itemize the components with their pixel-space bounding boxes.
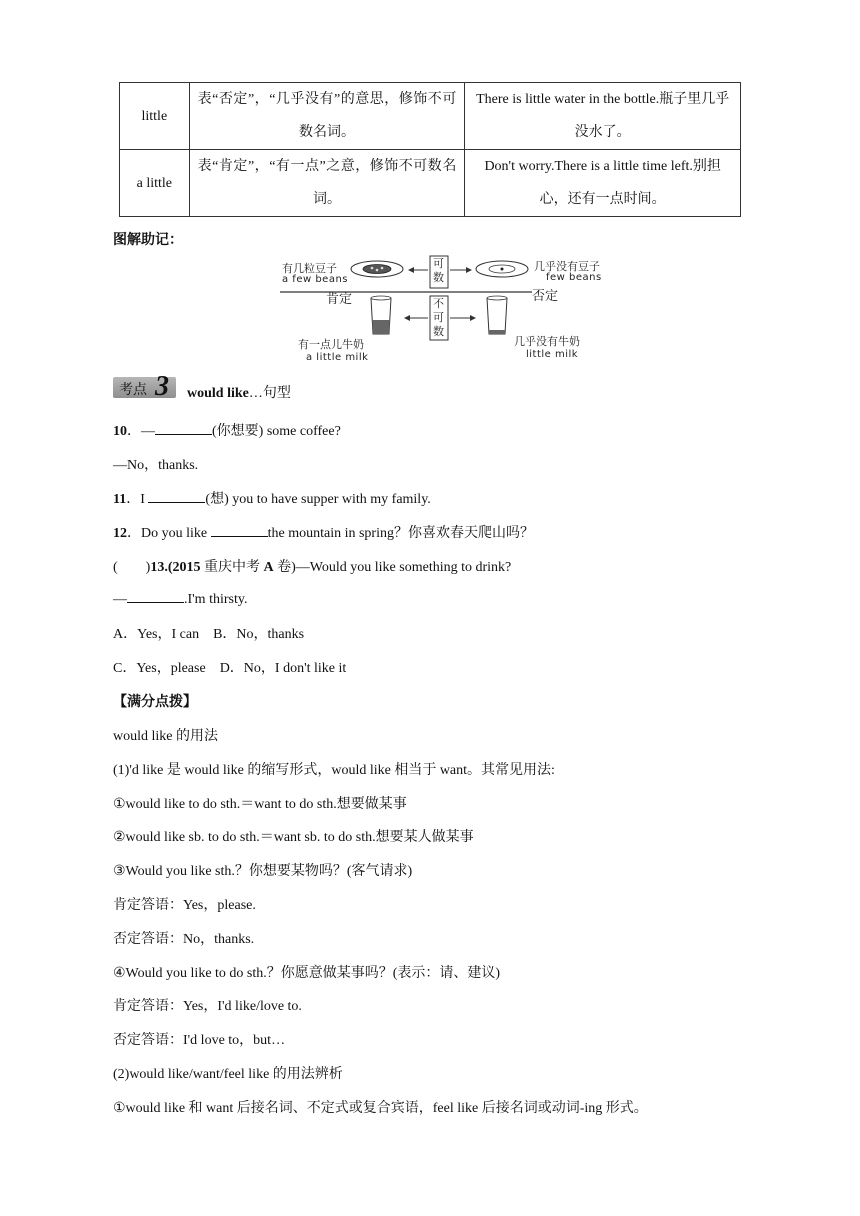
answer-blank[interactable] xyxy=(148,490,205,503)
label-a-few-beans-cn: 有几粒豆子 xyxy=(282,262,337,275)
term-cell: a little xyxy=(120,150,190,217)
section-title-rest: …句型 xyxy=(248,386,291,401)
question-10-answer: —No，thanks. xyxy=(113,458,199,473)
label-few-beans-cn: 几乎没有豆子 xyxy=(534,260,600,273)
section-title-bold: would like xyxy=(187,386,249,401)
label-countable: 可数 xyxy=(433,257,444,284)
notes-line: ④Would you like to do sth.？你愿意做某事吗？(表示：请、建议) xyxy=(113,966,501,981)
section-badge-number: 3 xyxy=(155,371,169,402)
diagram-heading: 图解助记： xyxy=(113,233,183,248)
options-cd: C．Yes，please D．No，I don't like it xyxy=(113,661,347,676)
notes-line: 肯定答语：Yes，I'd like/love to. xyxy=(113,999,302,1014)
example-cell: There is little water in the bottle.瓶子里几乎没水了。 xyxy=(465,83,741,150)
meaning-cell: 表“肯定”，“有一点”之意，修饰不可数名词。 xyxy=(189,150,465,217)
question-12: 12．Do you like the mountain in spring？你喜欢春天爬山吗？ xyxy=(113,526,534,541)
options-ab: A．Yes，I can B．No，thanks xyxy=(113,627,305,642)
label-negative: 否定 xyxy=(532,289,559,304)
section-badge xyxy=(113,371,176,402)
memory-diagram xyxy=(280,252,610,368)
table-row xyxy=(120,83,741,150)
answer-blank[interactable] xyxy=(211,524,268,537)
question-11: 11．I (想) you to have supper with my family. xyxy=(113,492,431,507)
label-a-few-beans-en: a few beans xyxy=(282,274,349,285)
question-number: 11 xyxy=(113,492,127,507)
section-badge-text: 考点 xyxy=(119,382,147,398)
milk-icon xyxy=(372,320,390,334)
label-positive: 肯定 xyxy=(326,292,353,307)
label-a-little-milk-cn: 有一点儿牛奶 xyxy=(298,338,364,351)
answer-blank[interactable] xyxy=(127,590,184,603)
notes-line: 肯定答语：Yes，please. xyxy=(113,898,256,913)
comparison-table xyxy=(119,82,741,217)
question-13: ( )13.(2015 重庆中考 A 卷)—Would you like something to drink? xyxy=(113,560,512,575)
label-little-milk-en: little milk xyxy=(526,349,579,360)
question-10: 10．— (你想要) some coffee? xyxy=(113,424,341,439)
notes-header: 【满分点拨】 xyxy=(113,695,197,710)
notes-line: (1)'d like 是 would like 的缩写形式，would like 相当于 want。其常见用法: xyxy=(113,763,555,778)
section-title xyxy=(187,382,291,402)
answer-paren[interactable]: ( ) xyxy=(113,560,151,575)
notes-line: (2)would like/want/feel like 的用法辨析 xyxy=(113,1067,343,1082)
notes-line: ①would like 和 want 后接名词、不定式或复合宾语，feel like 后接名词或动词-ing 形式。 xyxy=(113,1101,648,1116)
question-number: 10 xyxy=(113,424,127,439)
label-little-milk-cn: 几乎没有牛奶 xyxy=(514,335,580,348)
notes-line: ③Would you like sth.？你想要某物吗？(客气请求) xyxy=(113,864,413,879)
glass-icon xyxy=(487,298,507,334)
question-number: 13. xyxy=(150,560,168,575)
term-cell: little xyxy=(120,83,190,150)
notes-line: would like 的用法 xyxy=(113,729,218,744)
notes-line: 否定答语：No，thanks. xyxy=(113,932,255,947)
bean-icon xyxy=(501,268,504,271)
meaning-cell: 表“否定”，“几乎没有”的意思，修饰不可数名词。 xyxy=(189,83,465,150)
question-13-line2: — .I'm thirsty. xyxy=(113,592,248,607)
label-a-little-milk-en: a little milk xyxy=(306,352,369,363)
example-cell: Don't worry.There is a little time left.别担心，还有一点时间。 xyxy=(465,150,741,217)
question-number: 12 xyxy=(113,526,127,541)
table-row xyxy=(120,150,741,217)
notes-line: ①would like to do sth.＝want to do sth.想要做某事 xyxy=(113,797,407,812)
notes-line: 否定答语：I'd love to，but… xyxy=(113,1033,286,1048)
answer-blank[interactable] xyxy=(155,422,212,435)
notes-line: ②would like sb. to do sth.＝want sb. to do sth.想要某人做某事 xyxy=(113,830,474,845)
label-few-beans-en: few beans xyxy=(546,272,602,283)
label-uncountable: 不可数 xyxy=(433,297,444,338)
